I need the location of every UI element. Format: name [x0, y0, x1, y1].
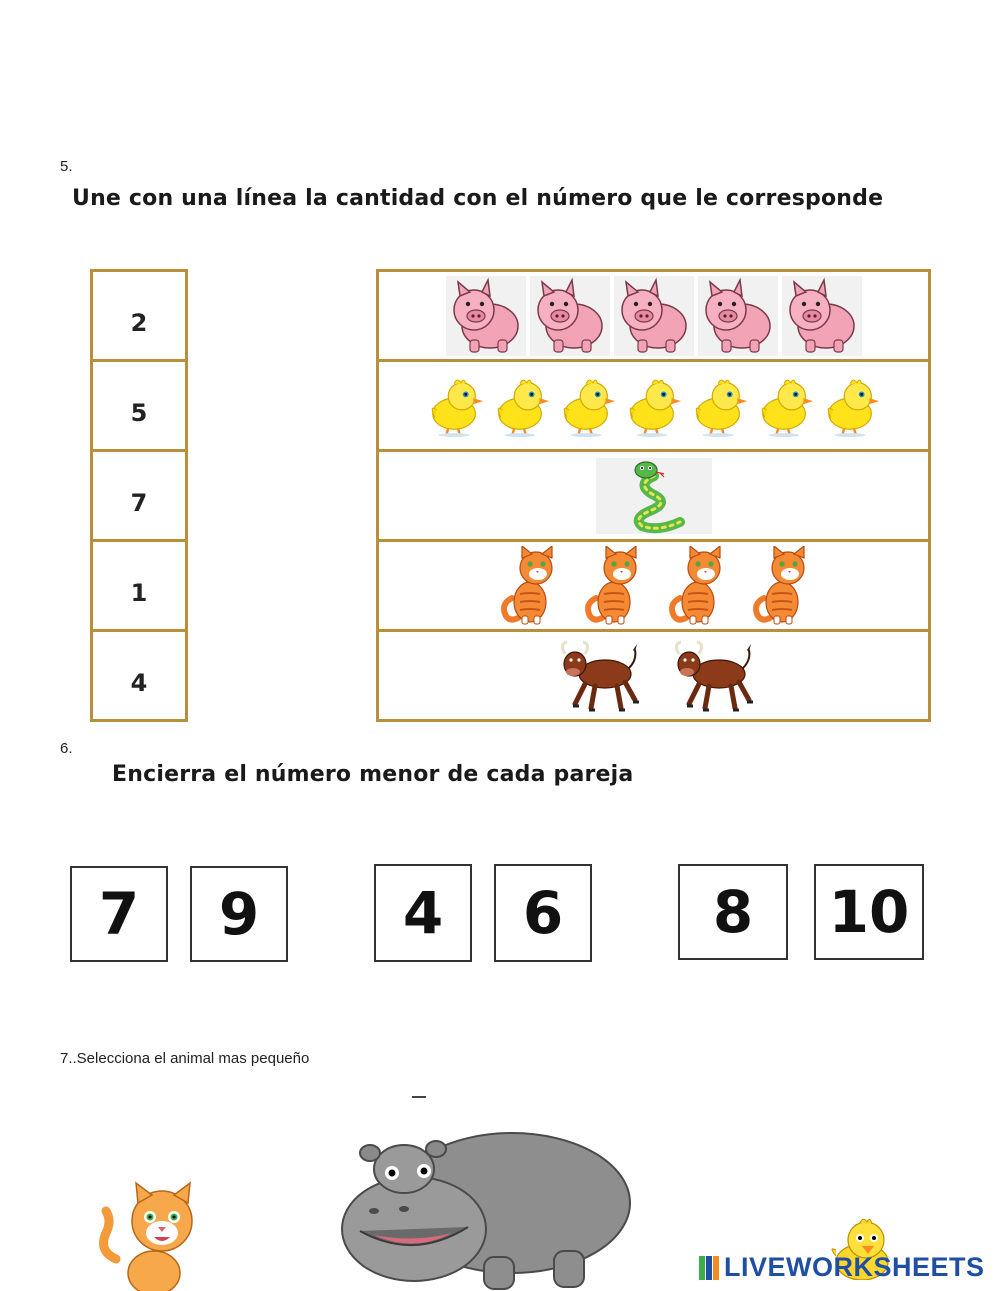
- question-7-title: 7..Selecciona el animal mas pequeño: [60, 1050, 310, 1067]
- question-number-5: 5.: [60, 158, 73, 175]
- cat-icon: [750, 546, 810, 626]
- number-label: 7: [130, 488, 148, 517]
- hippo-icon[interactable]: [334, 1111, 634, 1291]
- chick-icon: [689, 374, 751, 438]
- liveworksheets-logo: [698, 1252, 985, 1283]
- live-badge-icon: [698, 1255, 720, 1281]
- number-label: 2: [130, 308, 148, 337]
- question-6-title: Encierra el número menor de cada pareja: [112, 762, 634, 787]
- bull-icon: [555, 638, 639, 714]
- chick-icon: [557, 374, 619, 438]
- number-cell[interactable]: [93, 632, 185, 719]
- animal-row-cats[interactable]: [379, 542, 928, 632]
- chick-icon: [623, 374, 685, 438]
- cat-icon: [582, 546, 642, 626]
- animal-row-snake[interactable]: [379, 452, 928, 542]
- cat-icon: [666, 546, 726, 626]
- number-box[interactable]: 9: [190, 866, 288, 962]
- question-number-6: 6.: [60, 740, 73, 757]
- chick-icon: [755, 374, 817, 438]
- chick-icon: [821, 374, 883, 438]
- chick-icon: [425, 374, 487, 438]
- snake-icon: [596, 458, 712, 534]
- number-cell[interactable]: [93, 452, 185, 542]
- number-box[interactable]: 7: [70, 866, 168, 962]
- pig-icon: [614, 276, 694, 356]
- logo-text: LIVEWORKSHEETS: [724, 1252, 985, 1282]
- animals-column: [376, 269, 931, 722]
- pig-icon: [698, 276, 778, 356]
- number-box[interactable]: 6: [494, 864, 592, 962]
- cat-icon: [498, 546, 558, 626]
- number-label: 4: [130, 668, 148, 697]
- pig-icon: [446, 276, 526, 356]
- cat-icon[interactable]: [92, 1181, 202, 1291]
- bull-icon: [669, 638, 753, 714]
- question-5-title: Une con una línea la cantidad con el número que le corresponde: [72, 186, 884, 211]
- pig-icon: [530, 276, 610, 356]
- animal-row-pigs[interactable]: [379, 272, 928, 362]
- number-cell[interactable]: [93, 272, 185, 362]
- number-box[interactable]: 4: [374, 864, 472, 962]
- numbers-column: [90, 269, 188, 722]
- animal-row-chicks[interactable]: [379, 362, 928, 452]
- pig-icon: [782, 276, 862, 356]
- number-box[interactable]: 10: [814, 864, 924, 960]
- number-label: 1: [130, 578, 148, 607]
- number-cell[interactable]: [93, 362, 185, 452]
- chick-icon: [491, 374, 553, 438]
- number-label: 5: [130, 398, 148, 427]
- number-box[interactable]: 8: [678, 864, 788, 960]
- dash-mark: [412, 1096, 426, 1098]
- number-cell[interactable]: [93, 542, 185, 632]
- animal-row-bulls[interactable]: [379, 632, 928, 719]
